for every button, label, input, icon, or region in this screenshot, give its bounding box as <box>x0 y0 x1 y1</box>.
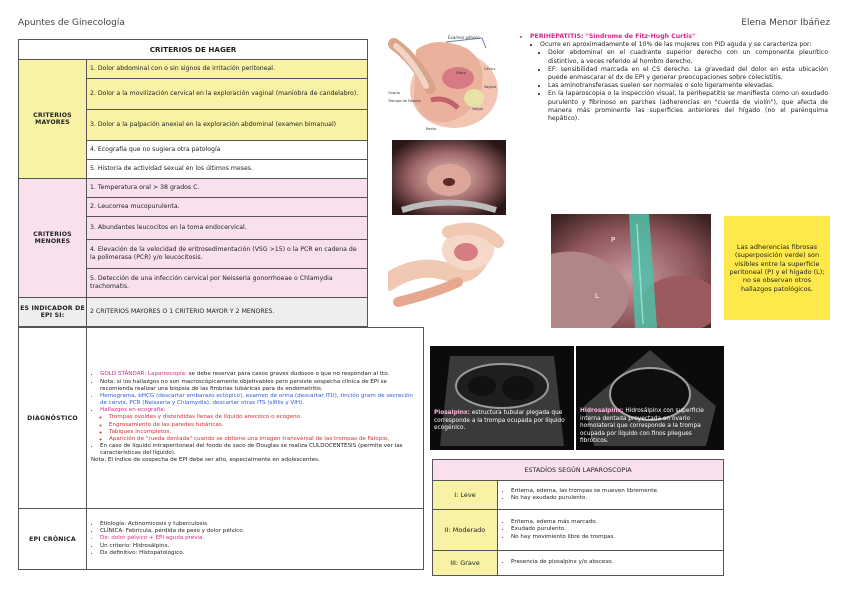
estadio-stage: I: Leve <box>433 481 498 510</box>
mayor-criterion: 4. Ecografía que no sugiera otra patología <box>87 141 368 160</box>
perihepatitis-intro: • Ocurre en aproximadamente el 10% de las mujeres con PID aguda y se caracteriza por: <box>540 41 828 49</box>
estadio-item: • No hay exudado purulento. <box>511 495 719 502</box>
gold-standard-label: GOLD STÁNDAR: Laparoscopia: <box>100 371 187 378</box>
estadio-item: • Eritema, edema más marcado. <box>511 519 719 526</box>
lap-label-p: P <box>611 236 616 244</box>
epi-cronica-content <box>87 509 424 570</box>
diagnostico-table <box>18 327 424 570</box>
lab-tests: • Hemograma, bHCG (descartar embarazo ectópico), examen de orina (descartar ITU), tinción gram de secreción de cérvix, PCR (Neisseria y Chlamydia), descartar otras ITS (sífilis y VIH). <box>100 393 419 407</box>
menor-criterion: 4. Elevación de la velocidad de eritrosedimentación (VSG >15) o la PCR en cadena de la polimerasa (PCR) y/o leucocitosis. <box>87 240 368 269</box>
mayor-criterion: 5. Historia de actividad sexual en los últimos meses. <box>87 160 368 179</box>
diagnostico-label: DIAGNÓSTICO <box>19 328 87 509</box>
perihepatitis-section <box>522 33 828 123</box>
eco-label: Hallazgos en ecografía: <box>100 407 166 414</box>
diag-note: • Nota: si los hallazgos no son macroscópicamente objetivables pero persiste sospecha clínica de EPI se recomienda realizar una biopsia de las fimbrias tubáricas para dx endometritis. <box>100 379 419 393</box>
hidrosalpinx-title: Hidrosalpinx: <box>580 408 624 414</box>
eco-finding: ◦ Aparición de "rueda dentada" cuando se obtiene una imagen transversal de las trompas de Falopio. <box>109 436 419 443</box>
menor-criterion: 5. Detección de una infección cervical por Neisseria gonorrhoeae o Chlamydia trachomatis. <box>87 269 368 298</box>
menor-criterion: 2. Leucorrea mucopurulenta. <box>87 198 368 217</box>
diag-note-final: Nota: El índice de sospecha de EPI debe ser alto, especialmente en adolescentes. <box>91 457 320 464</box>
header-right: Elena Menor Ibáñez <box>741 18 830 28</box>
bimanual-exam-illustration <box>388 222 510 317</box>
estadios-table <box>432 459 724 576</box>
header-left: Apuntes de Ginecología <box>18 18 125 28</box>
culdocentesis: • En caso de líquido intraperitoneal del fondo de saco de Douglas se realiza CULDOCENTESIS (permite ver las características del líquido). <box>100 443 419 457</box>
eco-finding: ◦ Trompas ovoides y distendidas llenas de líquido anecoico o ecógeno. <box>109 414 419 421</box>
piosalpinx-text: estructura tubular plegada que corresponde a la trompa ocupada por líquido ecogénico. <box>434 410 565 432</box>
perihepatitis-item: • EF: sensibilidad marcada en el CS derecho. La gravedad del dolor en esta ubicación puede enmascarar el dx de EPI y generar preocupaciones sobre colecistitis. <box>548 66 828 82</box>
ultrasound-hidrosalpinx <box>576 346 724 450</box>
piosalpinx-title: Piosalpinx: <box>434 410 470 416</box>
adherencias-note: Las adherencias fibrosas (superposición verde) son visibles entre la superficie peritoneal (P) y el hígado (L); no se observan otros hallazgos patológicos. <box>724 216 830 320</box>
estadio-item: • Exudado purulento. <box>511 526 719 533</box>
anatomy-label: Vejiga <box>472 107 483 111</box>
ultrasound-left-image <box>430 346 574 450</box>
mayores-label: CRITERIOS MAYORES <box>19 60 87 179</box>
diagnostico-content <box>87 328 424 509</box>
menor-criterion: 1. Temperatura oral > 38 grados C. <box>87 179 368 198</box>
pelvic-exam-illustration <box>386 30 510 138</box>
anatomy-label: Recto <box>426 127 437 131</box>
epi-cronica-item: • Un criterio: Hidrosálpinx. <box>100 543 419 550</box>
perihepatitis-item: • Dolor abdominal en el cuadrante superior derecho con un componente pleurítico distintivo, a veces referido al hombro derecho. <box>548 49 828 65</box>
menor-criterion: 3. Abundantes leucocitos en la toma endocervical. <box>87 217 368 240</box>
estadio-stage: II: Moderado <box>433 510 498 551</box>
gold-standard-text: se debe reservar para casos graves dudosos o que no respondan al tto. <box>188 371 390 378</box>
mayor-criterion: 3. Dolor a la palpación anexial en la exploración abdominal (examen bimanual) <box>87 110 368 141</box>
epi-cronica-item: • Dx definitivo: Histopatológico. <box>100 550 419 557</box>
anatomy-label: Útero <box>456 71 466 75</box>
perihepatitis-title: • PERIHEPATITIS: "Síndrome de Fitz-Hugh Curtis" <box>530 33 828 41</box>
estadio-stage: III: Grave <box>433 551 498 576</box>
anatomy-label: Cérvix <box>484 67 496 71</box>
estadio-item: • Eritema, edema, las trompas se mueven libremente. <box>511 488 719 495</box>
anatomy-label: Vagina <box>484 85 497 89</box>
anatomy-label: Ovario <box>388 91 400 95</box>
perihepatitis-item: • Las aminotransferasas suelen ser normales o solo ligeramente elevadas. <box>548 82 828 90</box>
hager-title: CRITERIOS DE HAGER <box>19 40 368 60</box>
indicador-label: ES INDICADOR DE EPI SI: <box>19 298 87 327</box>
laparoscopy-photo <box>551 214 711 328</box>
hidrosalpinx-text: Hidrosálpinx con superficie interna dentada proyectada en ovario homolateral que corresponde a la trompa ocupada por líquido con finos pliegues fibróticos. <box>580 408 704 445</box>
mayor-criterion: 1. Dolor abdominal con o sin signos de irritación peritoneal. <box>87 60 368 79</box>
cervix-photo <box>392 140 506 215</box>
eco-finding: ◦ Engrosamiento de las paredes tubáricas. <box>109 422 419 429</box>
epi-cronica-item: • Etiología: Actinomicosis y tuberculosis. <box>100 521 419 528</box>
indicador-text: 2 CRITERIOS MAYORES O 1 CRITERIO MAYOR Y 2 MENORES. <box>87 298 368 327</box>
lap-label-l: L <box>595 292 599 300</box>
epi-cronica-item: • Dx: dolor pélvico + EPI aguda previa. <box>100 535 419 542</box>
anatomy-label: Examen pélvico <box>448 35 480 40</box>
epi-cronica-label: EPI CRÓNICA <box>19 509 87 570</box>
estadio-item: • No hay movimiento libre de trompas. <box>511 534 719 541</box>
menores-label: CRITERIOS MENORES <box>19 179 87 298</box>
estadios-title: ESTADÍOS SEGÚN LAPAROSCOPIA <box>433 460 724 481</box>
perihepatitis-item: • En la laparoscopia o la inspección visual, la perihepatitis se manifiesta como un exudado purulento y fibrinoso en parches (adherencias en "cuerda de violín"), que afecta de manera más prominente las superficies anteriores del hígado (no el parénquima hepático). <box>548 90 828 123</box>
epi-cronica-item: • CLÍNICA: Febrícula, pérdida de peso y dolor pélvico. <box>100 528 419 535</box>
mayor-criterion: 2. Dolor a la movilización cervical en la exploración vaginal (maniobra de candelabro). <box>87 79 368 110</box>
anatomy-label: Trompa de Falopio <box>388 99 421 103</box>
estadio-item: • Presencia de piosalpinx y/o absceso. <box>511 559 719 566</box>
eco-finding: ◦ Tabiques incompletos. <box>109 429 419 436</box>
ultrasound-piosalpinx <box>430 346 574 450</box>
hager-table <box>18 39 368 327</box>
